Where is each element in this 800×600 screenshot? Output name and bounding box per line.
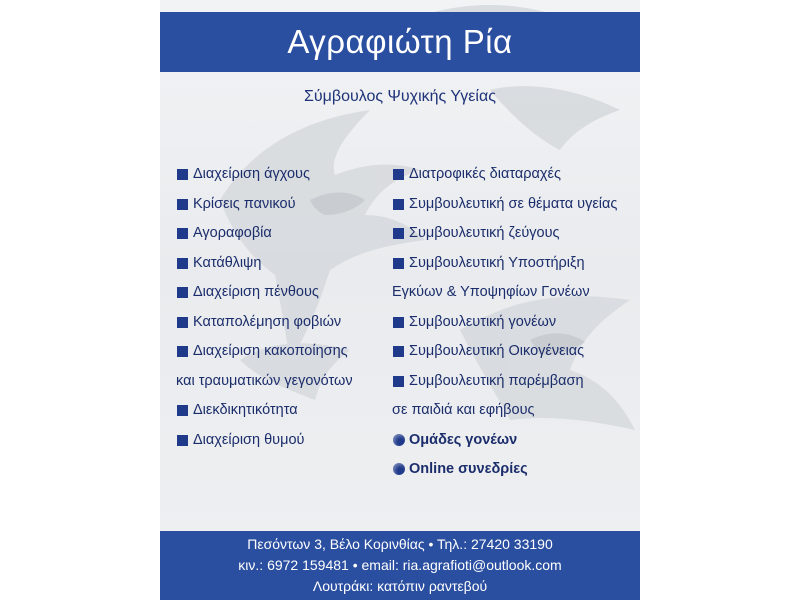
square-bullet-icon	[393, 258, 404, 269]
service-label: Διαχείριση κακοποίησης	[193, 343, 348, 359]
square-bullet-icon	[177, 199, 188, 210]
service-label: Διεκδικητικότητα	[193, 402, 298, 418]
service-label: Online συνεδρίες	[409, 461, 528, 477]
service-item	[176, 190, 391, 220]
name-banner	[160, 12, 640, 72]
service-label: Διατροφικές διαταραχές	[409, 166, 561, 182]
service-item	[176, 160, 391, 190]
service-label: Κρίσεις πανικού	[193, 195, 296, 212]
service-item	[392, 426, 637, 456]
square-bullet-icon	[177, 346, 188, 357]
square-bullet-icon	[177, 405, 188, 416]
square-bullet-icon	[393, 228, 404, 239]
service-item	[392, 367, 637, 397]
square-bullet-icon	[393, 169, 404, 180]
service-label: Εγκύων & Υποψηφίων Γονέων	[392, 284, 590, 300]
service-item	[392, 278, 637, 308]
loutraki-appointment-line: Λουτράκι: κατόπιν ραντεβού	[312, 578, 488, 594]
service-label: σε παιδιά και εφήβους	[392, 402, 535, 418]
service-item	[392, 160, 637, 190]
service-label: Καταπολέμηση φοβιών	[193, 313, 342, 330]
service-label: Συμβουλευτική ζεύγους	[409, 225, 560, 241]
service-label: και τραυματικών γεγονότων	[176, 372, 353, 389]
circle-bullet-icon	[393, 463, 405, 475]
service-item	[176, 396, 391, 426]
services-list-right	[392, 160, 637, 485]
service-item	[392, 308, 637, 338]
service-item	[176, 337, 391, 367]
service-item	[176, 278, 391, 308]
service-item	[176, 308, 391, 338]
service-label: Συμβουλευτική Οικογένειας	[409, 343, 585, 359]
service-item	[392, 396, 637, 426]
service-label: Συμβουλευτική Υποστήριξη	[409, 254, 585, 271]
square-bullet-icon	[177, 435, 188, 446]
services-list-left	[176, 160, 391, 455]
service-item	[392, 455, 637, 485]
mobile-email-line: κιν.: 6972 159481 • email: ria.agrafioti@outlook.com	[238, 557, 562, 573]
square-bullet-icon	[393, 376, 404, 387]
service-label: Κατάθλιψη	[193, 254, 262, 271]
service-label: Συμβουλευτική παρέμβαση	[409, 372, 584, 389]
service-label: Ομάδες γονέων	[409, 431, 518, 448]
circle-bullet-icon	[393, 434, 405, 446]
square-bullet-icon	[177, 169, 188, 180]
service-item	[176, 249, 391, 279]
business-card	[160, 0, 640, 600]
service-label: Διαχείριση θυμού	[193, 431, 305, 448]
service-label: Διαχείριση πένθους	[193, 284, 319, 300]
service-item	[392, 249, 637, 279]
service-label: Αγοραφοβία	[193, 225, 272, 241]
square-bullet-icon	[393, 346, 404, 357]
job-title: Σύμβουλος Ψυχικής Υγείας	[304, 88, 496, 105]
square-bullet-icon	[177, 258, 188, 269]
service-label: Διαχείριση άγχους	[193, 166, 310, 182]
service-item	[392, 337, 637, 367]
service-item	[176, 367, 391, 397]
square-bullet-icon	[177, 228, 188, 239]
square-bullet-icon	[393, 317, 404, 328]
service-item	[392, 190, 637, 220]
service-label: Συμβουλευτική σε θέματα υγείας	[409, 195, 618, 212]
service-label: Συμβουλευτική γονέων	[409, 313, 557, 330]
service-item	[392, 219, 637, 249]
square-bullet-icon	[177, 287, 188, 298]
service-item	[176, 219, 391, 249]
contact-footer	[160, 531, 640, 600]
square-bullet-icon	[177, 317, 188, 328]
service-item	[176, 426, 391, 456]
address-phone-line: Πεσόντων 3, Βέλο Κορινθίας • Τηλ.: 27420 33190	[247, 536, 553, 552]
square-bullet-icon	[393, 199, 404, 210]
practitioner-name: Αγραφιώτη Ρία	[287, 23, 513, 60]
